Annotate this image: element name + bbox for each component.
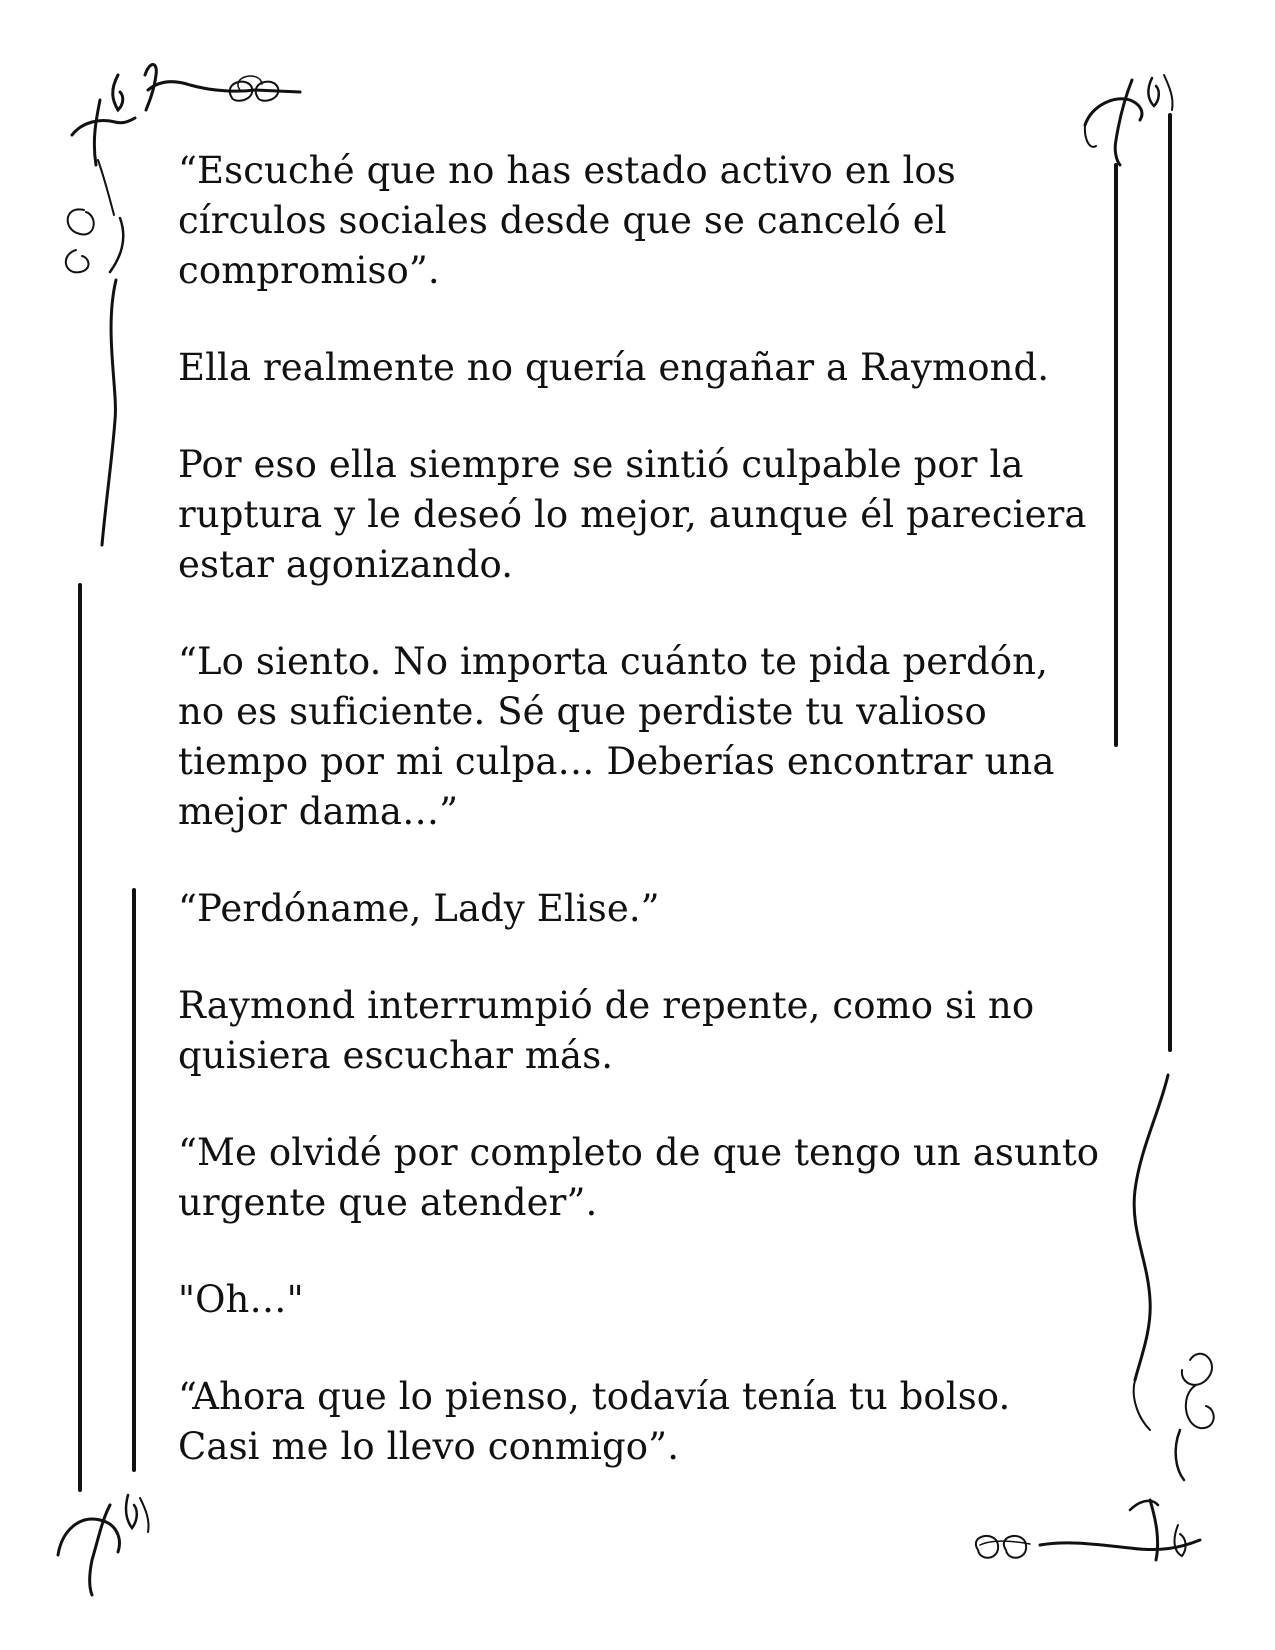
text-line: “Me olvidé por completo de que tengo un asunto [178, 1131, 1100, 1174]
paragraph-9 [178, 1372, 1118, 1472]
text-line: "Oh…" [178, 1278, 304, 1321]
text-line: mejor dama…” [178, 790, 459, 833]
text-line: estar agonizando. [178, 543, 514, 586]
text-line: círculos sociales desde que se canceló el [178, 199, 947, 242]
text-line: “Ahora que lo pienso, todavía tenía tu bolso. [178, 1375, 1011, 1418]
paragraph-6 [178, 981, 1118, 1081]
paragraph-7 [178, 1128, 1118, 1228]
text-line: no es suficiente. Sé que perdiste tu valioso [178, 690, 987, 733]
text-line: Casi me lo llevo conmigo”. [178, 1425, 680, 1468]
text-line: Raymond interrumpió de repente, como si no [178, 984, 1035, 1027]
paragraph-1 [178, 146, 1118, 296]
bottom-left-flourish [58, 1495, 149, 1595]
text-line: tiempo por mi culpa… Deberías encontrar una [178, 740, 1055, 783]
text-line: Por eso ella siempre se sintió culpable por la [178, 443, 1024, 486]
text-line: compromiso”. [178, 249, 440, 292]
paragraph-3 [178, 440, 1118, 590]
text-line: “Escuché que no has estado activo en los [178, 149, 956, 192]
story-text [178, 146, 1118, 1472]
paragraph-2 [178, 343, 1118, 393]
text-line: ruptura y le deseó lo mejor, aunque él pareciera [178, 493, 1087, 536]
text-line: urgente que atender”. [178, 1181, 598, 1224]
text-line: “Lo siento. No importa cuánto te pida perdón, [178, 640, 1048, 683]
text-line: “Perdóname, Lady Elise.” [178, 887, 660, 930]
text-line: quisiera escuchar más. [178, 1034, 614, 1077]
paragraph-5 [178, 884, 1118, 934]
paragraph-8 [178, 1275, 1118, 1325]
text-line: Ella realmente no quería engañar a Raymond. [178, 346, 1050, 389]
paragraph-4 [178, 637, 1118, 837]
